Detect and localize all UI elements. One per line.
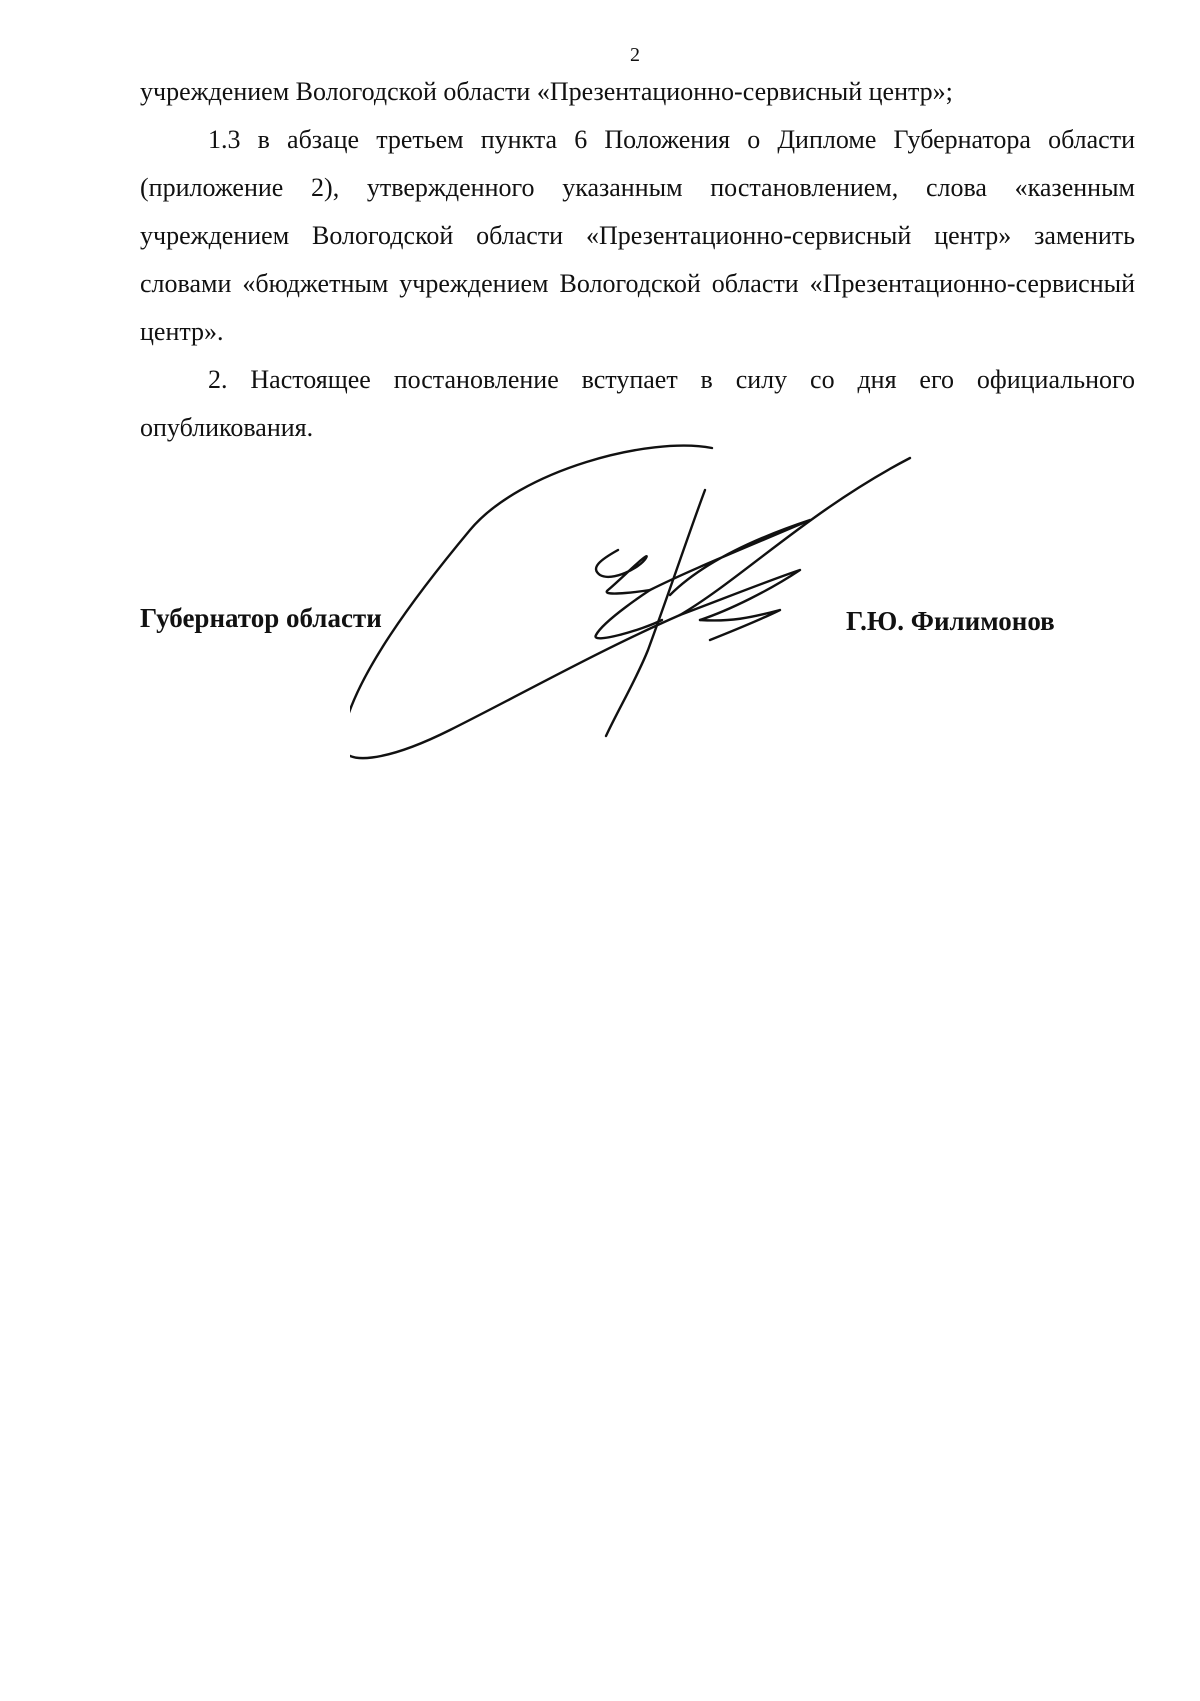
document-body <box>140 68 1135 452</box>
signature-stroke-loop <box>350 446 712 759</box>
signature-stroke-flourish-upper <box>650 520 810 595</box>
signature-stroke-diagonal <box>680 458 910 615</box>
signature-stroke-zigzag <box>596 550 662 638</box>
paragraph-2: 2. Настоящее постановление вступает в силу со дня его официального опубликования. <box>140 365 1135 442</box>
signature-stroke-descender <box>606 490 705 736</box>
paragraph-continuation: учреждением Вологодской области «Презентационно-сервисный центр»; <box>140 77 953 106</box>
page-number: 2 <box>630 44 640 66</box>
signatory-title: Губернатор области <box>140 603 382 633</box>
signature-stroke-flourish-lower <box>680 570 800 620</box>
paragraph-1-3: 1.3 в абзаце третьем пункта 6 Положения о Дипломе Губернатора области (приложение 2), утвержденного указанным постановлением, слова «казенным учреждением Вологодской области «Презентационно-сервисный центр» заменить словами «бюджетным учреждением Вологодской области «Презентационно-сервисный центр». <box>140 125 1135 346</box>
handwritten-signature <box>350 440 930 820</box>
signatory-name: Г.Ю. Филимонов <box>846 606 1055 636</box>
